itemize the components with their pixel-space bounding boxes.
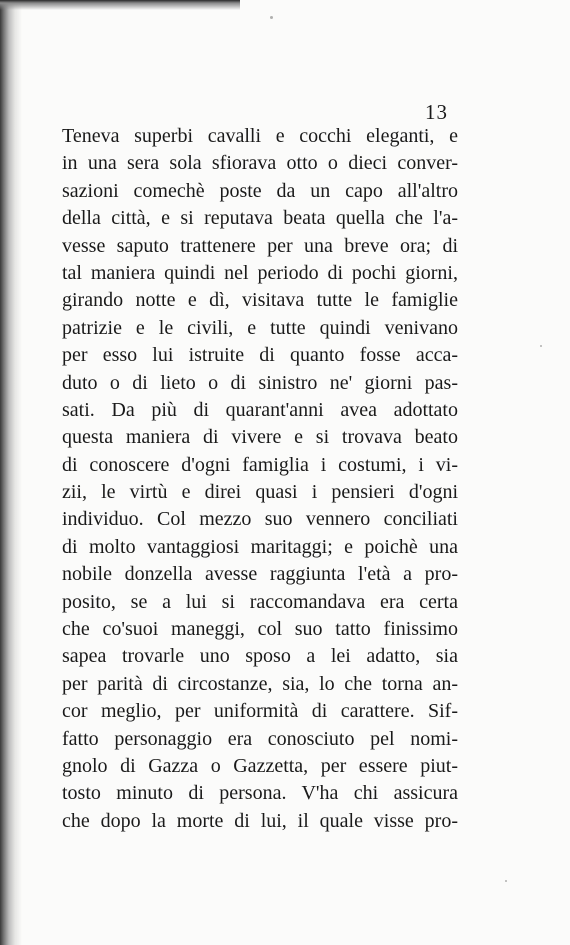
text-line: zii, le virtù e direi quasi i pensieri d'ogni: [62, 481, 458, 504]
text-line: girando notte e dì, visitava tutte le famiglie: [62, 289, 458, 312]
text-line: gnolo di Gazza o Gazzetta, per essere piut-: [62, 754, 458, 777]
top-edge-shadow: [0, 0, 240, 10]
text-line: sapea trovarle uno sposo a lei adatto, sia: [62, 645, 458, 668]
text-line: di conoscere d'ogni famiglia i costumi, i vi-: [62, 453, 458, 476]
paper-speck: [505, 880, 507, 882]
text-line: tosto minuto di persona. V'ha chi assicura: [62, 782, 458, 805]
text-line: individuo. Col mezzo suo vennero conciliati: [62, 508, 458, 531]
text-line: vesse saputo trattenere per una breve ora; di: [62, 234, 458, 257]
text-line: nobile donzella avesse raggiunta l'età a pro-: [62, 563, 458, 586]
text-line: per esso lui istruite di quanto fosse acca-: [62, 344, 458, 367]
text-line: Teneva superbi cavalli e cocchi eleganti, e: [62, 125, 458, 147]
body-text: [62, 123, 458, 835]
text-line: sati. Da più di quarant'anni avea adottato: [62, 398, 458, 421]
text-line: che co'suoi maneggi, col suo tatto finissimo: [62, 618, 458, 641]
paper-speck: [270, 16, 273, 19]
text-line: della città, e si reputava beata quella che l'a-: [62, 207, 458, 230]
text-line: per parità di circostanze, sia, lo che torna an-: [62, 672, 458, 695]
text-line: fatto personaggio era conosciuto pel nomi-: [62, 727, 458, 750]
text-line: duto o di lieto o di sinistro ne' giorni pas-: [62, 371, 458, 394]
text-line: questa maniera di vivere e si trovava beato: [62, 426, 458, 449]
binding-shadow: [0, 0, 22, 945]
paper-speck: [540, 345, 542, 347]
page-number: 13: [425, 100, 448, 124]
text-line: sazioni comechè poste da un capo all'altro: [62, 179, 458, 202]
text-line: patrizie e le civili, e tutte quindi venivano: [62, 316, 458, 339]
text-line: posito, se a lui si raccomandava era certa: [62, 590, 458, 613]
text-line: in una sera sola sfiorava otto o dieci conver-: [62, 152, 458, 175]
text-line: che dopo la morte di lui, il quale visse pro-: [62, 809, 458, 832]
text-line: cor meglio, per uniformità di carattere. Sif-: [62, 700, 458, 723]
text-line: tal maniera quindi nel periodo di pochi giorni,: [62, 261, 458, 284]
text-line: di molto vantaggiosi maritaggi; e poichè una: [62, 535, 458, 558]
